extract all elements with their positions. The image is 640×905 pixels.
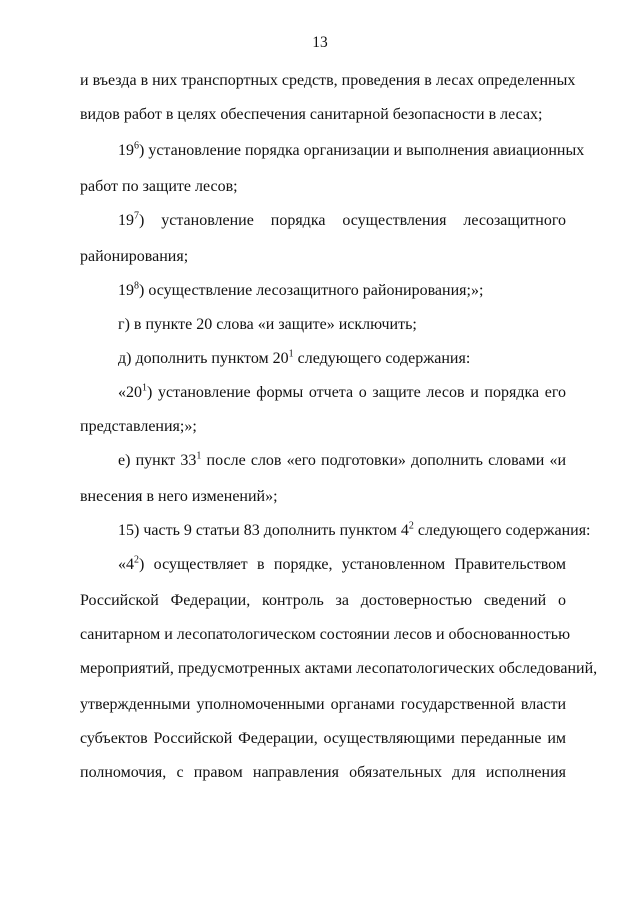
text-line: утвержденными уполномоченными органами государственной власти — [80, 696, 566, 713]
quoted-item-4-2: «$4^2$) осуществляет в порядке, установленном Правительством — [118, 554, 566, 573]
text-line: субъектов Российской Федерации, осуществляющими переданные им — [80, 730, 566, 747]
text-line: санитарном и лесопатологическом состоянии лесов и обоснованностью — [80, 626, 571, 643]
text-line: полномочия, с правом направления обязательных для исполнения — [80, 764, 566, 781]
list-item-15: 15) часть 9 статьи 83 дополнить пунктом $4^2$ следующего содержания: — [118, 520, 591, 539]
quoted-item-20-1: «$20^1$) установление формы отчета о защите лесов и порядка его — [118, 382, 566, 401]
text-line: и въезда в них транспортных средств, проведения в лесах определенных — [80, 72, 576, 89]
list-item-19-6: $19^6$) установление порядка организации и выполнения авиационных — [118, 140, 585, 159]
text-line: районирования; — [80, 248, 189, 265]
list-item-19-7: $19^7$) установление порядка осуществления лесозащитного — [118, 210, 566, 229]
text-line: внесения в него изменений»; — [80, 488, 278, 505]
text-line: работ по защите лесов; — [80, 178, 238, 195]
text-line: видов работ в целях обеспечения санитарной безопасности в лесах; — [80, 106, 543, 123]
page-number: 13 — [312, 34, 328, 51]
list-item-d: д) дополнить пунктом $20^1$ следующего содержания: — [118, 348, 471, 367]
text-line: Российской Федерации, контроль за достоверностью сведений о — [80, 592, 566, 609]
text-line: мероприятий, предусмотренных актами лесопатологических обследований, — [80, 660, 598, 677]
list-item-g: г) в пункте 20 слова «и защите» исключить; — [118, 316, 417, 333]
list-item-19-8: $19^8$) осуществление лесозащитного районирования;»; — [118, 280, 484, 299]
text-line: представления;»; — [80, 418, 197, 435]
list-item-e: е) пункт $33^1$ после слов «его подготовки» дополнить словами «и — [118, 450, 567, 469]
